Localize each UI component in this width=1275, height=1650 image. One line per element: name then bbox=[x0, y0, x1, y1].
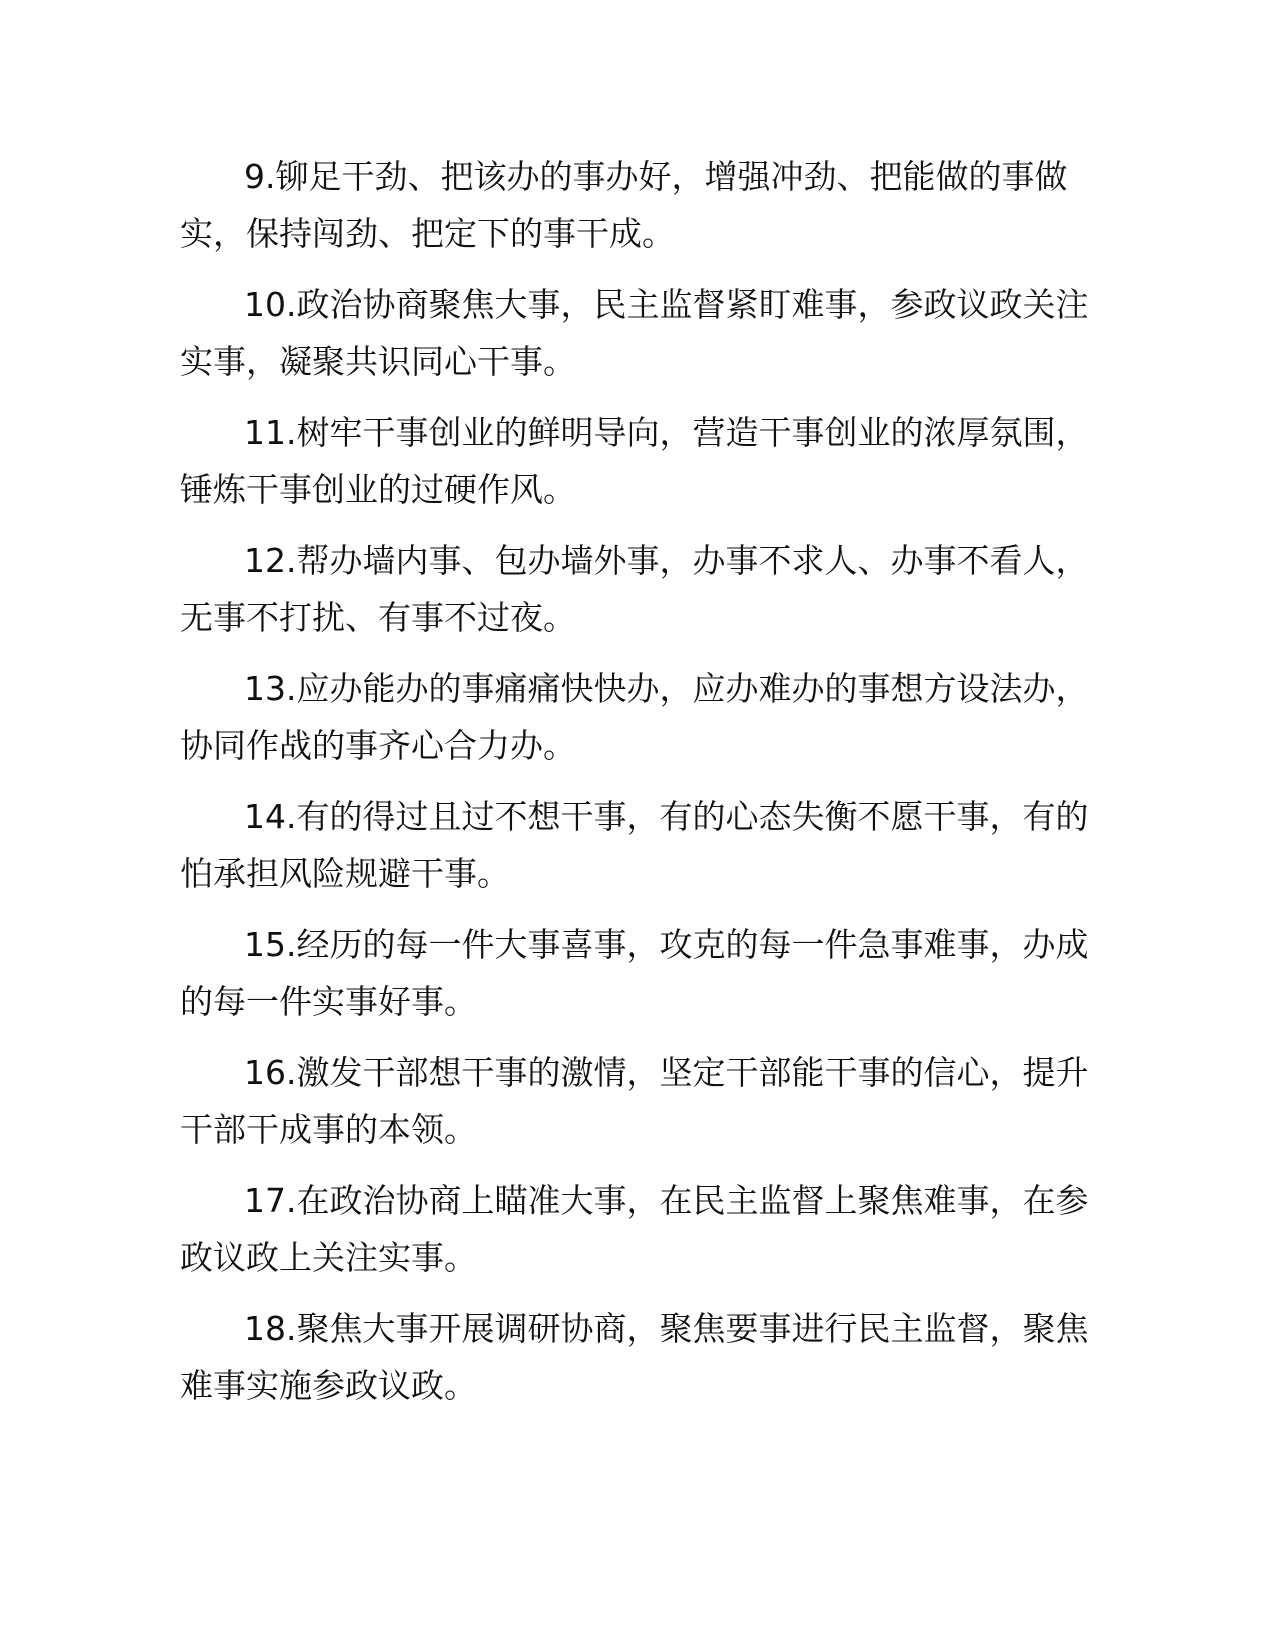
paragraph-12: 12.帮办墙内事、包办墙外事，办事不求人、办事不看人，无事不打扰、有事不过夜。 bbox=[180, 541, 1089, 637]
paragraph-13: 13.应办能办的事痛痛快快办，应办难办的事想方设法办，协同作战的事齐心合力办。 bbox=[180, 669, 1089, 765]
paragraph-15: 15.经历的每一件大事喜事，攻克的每一件急事难事，办成的每一件实事好事。 bbox=[180, 925, 1089, 1021]
paragraph-18: 18.聚焦大事开展调研协商，聚焦要事进行民主监督，聚焦难事实施参政议政。 bbox=[180, 1309, 1089, 1405]
paragraph-11: 11.树牢干事创业的鲜明导向，营造干事创业的浓厚氛围，锤炼干事创业的过硬作风。 bbox=[180, 413, 1089, 509]
paragraph-10: 10.政治协商聚焦大事，民主监督紧盯难事，参政议政关注实事，凝聚共识同心干事。 bbox=[180, 285, 1089, 381]
paragraph-14: 14.有的得过且过不想干事，有的心态失衡不愿干事，有的怕承担风险规避干事。 bbox=[180, 797, 1089, 893]
document-page bbox=[180, 148, 1095, 1428]
paragraph-9: 9.铆足干劲、把该办的事办好，增强冲劲、把能做的事做实，保持闯劲、把定下的事干成。 bbox=[180, 157, 1068, 253]
paragraph-17: 17.在政治协商上瞄准大事，在民主监督上聚焦难事，在参政议政上关注实事。 bbox=[180, 1181, 1089, 1277]
paragraph-16: 16.激发干部想干事的激情，坚定干部能干事的信心，提升干部干成事的本领。 bbox=[180, 1053, 1089, 1149]
